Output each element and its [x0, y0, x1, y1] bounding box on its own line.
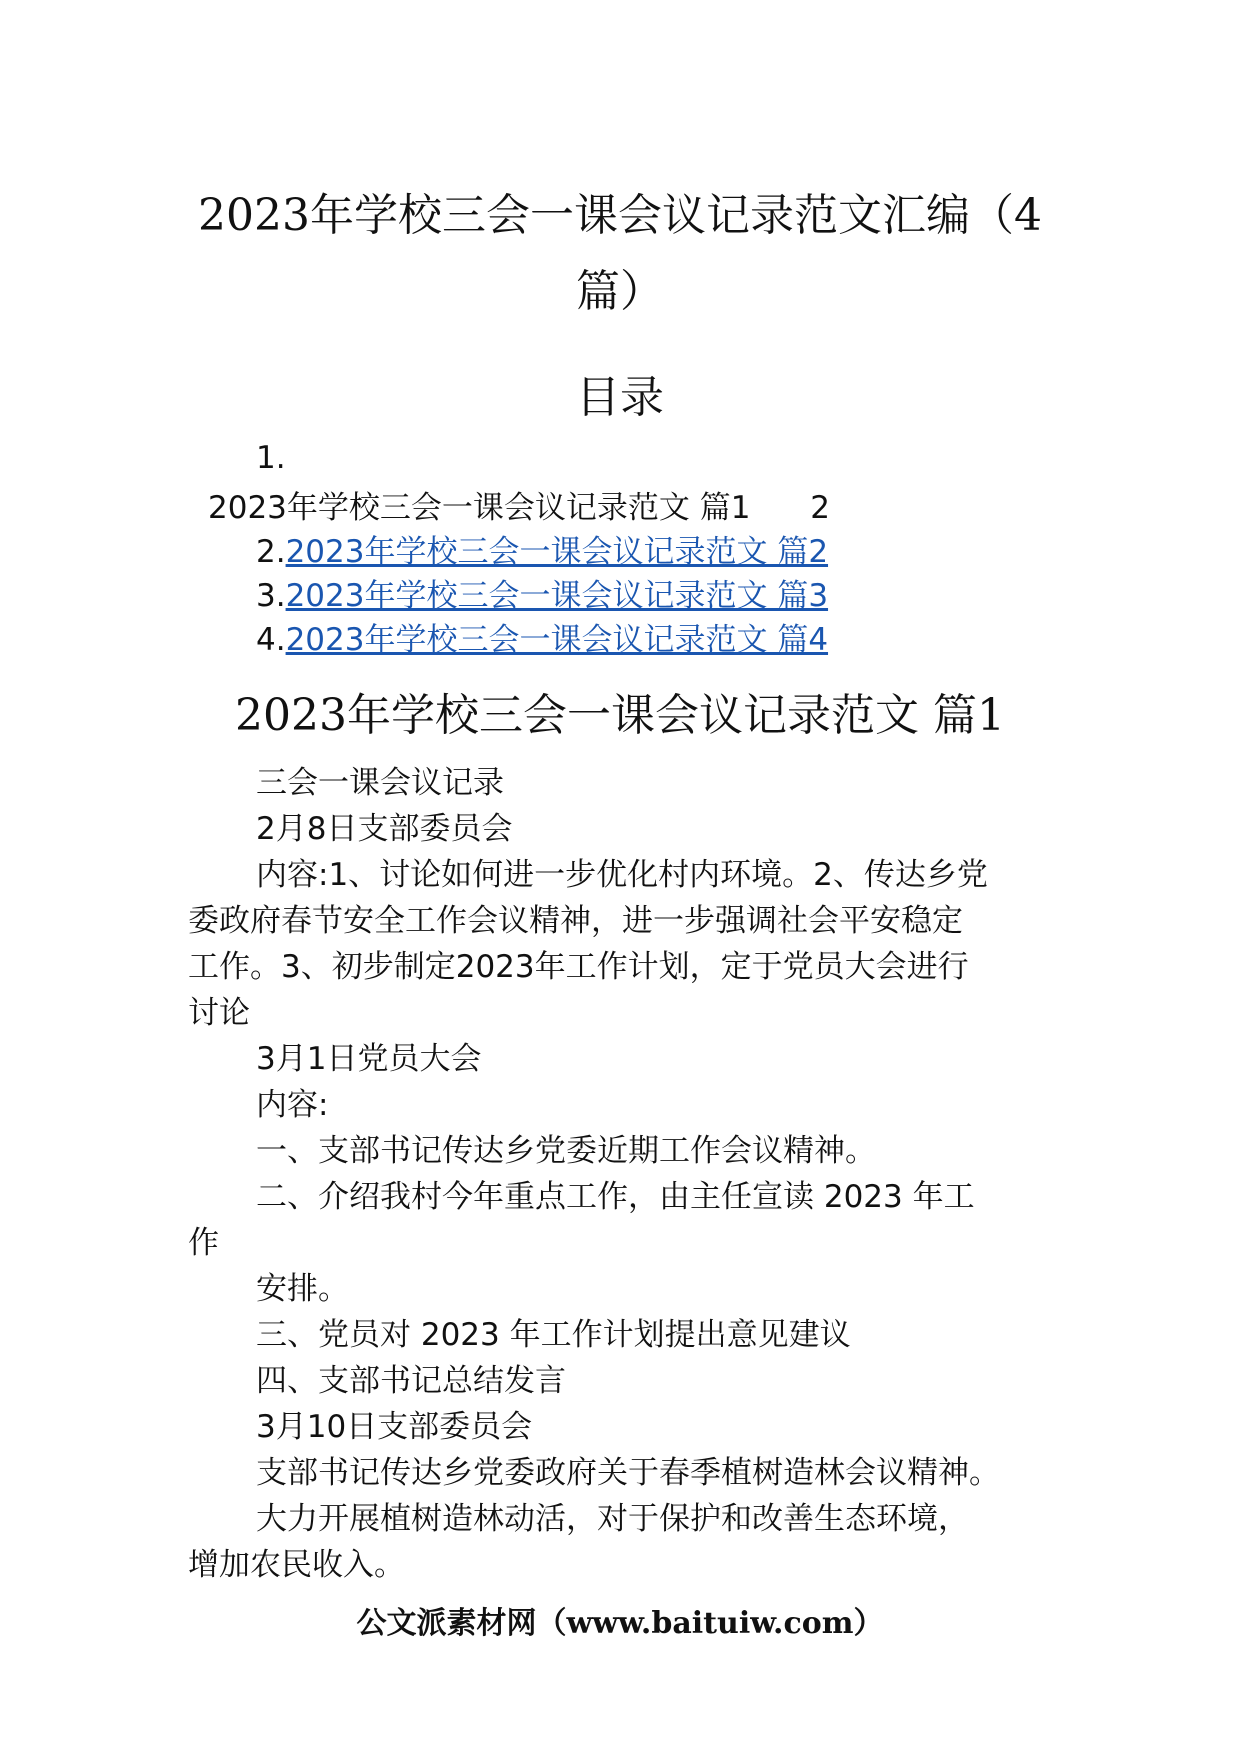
toc-item-2-number: 2.: [256, 534, 286, 570]
body-line-7: 3月1日党员大会: [256, 1041, 482, 1077]
body-line-3: 内容:1、讨论如何进一步优化村内环境。2、传达乡党: [256, 857, 988, 893]
body-line-11: 作: [188, 1225, 219, 1261]
section-title: 2023年学校三会一课会议记录范文 篇1: [235, 690, 1005, 741]
toc-item-4-number: 4.: [256, 622, 286, 658]
toc-item-1-number: 1.: [256, 440, 286, 476]
body-line-16: 支部书记传达乡党委政府关于春季植树造林会议精神。: [256, 1455, 1000, 1491]
body-line-18: 增加农民收入。: [188, 1547, 405, 1583]
toc-item-3[interactable]: [256, 570, 828, 615]
toc-item-1-page: 2: [810, 490, 830, 526]
body-line-12: 安排。: [256, 1271, 349, 1307]
title-line-1: 2023年学校三会一课会议记录范文汇编（4: [198, 190, 1042, 241]
toc-item-3-link[interactable]: 2023年学校三会一课会议记录范文 篇3: [285, 578, 829, 614]
toc-item-2[interactable]: [256, 526, 828, 571]
document-title: [180, 178, 1060, 330]
title-line-2: 篇）: [576, 266, 664, 317]
body-line-4: 委政府春节安全工作会议精神，进一步强调社会平安稳定: [188, 903, 963, 939]
toc-item-2-link[interactable]: 2023年学校三会一课会议记录范文 篇2: [285, 534, 829, 570]
body-line-13: 三、党员对 2023 年工作计划提出意见建议: [256, 1317, 851, 1353]
body-line-8: 内容:: [256, 1087, 329, 1123]
body-line-5: 工作。3、初步制定2023年工作计划，定于党员大会进行: [188, 949, 969, 985]
toc-item-4[interactable]: [256, 614, 828, 659]
toc-item-3-number: 3.: [256, 578, 286, 614]
toc-item-1[interactable]: [208, 482, 830, 527]
body-line-15: 3月10日支部委员会: [256, 1409, 533, 1445]
body-line-14: 四、支部书记总结发言: [256, 1363, 566, 1399]
body-line-6: 讨论: [188, 995, 250, 1031]
footer-watermark: 公文派素材网（www.baituiw.com）: [356, 1606, 884, 1641]
body-line-2: 2月8日支部委员会: [256, 811, 513, 847]
toc-heading: 目录: [576, 372, 664, 423]
body-line-10: 二、介绍我村今年重点工作，由主任宣读 2023 年工: [256, 1179, 975, 1215]
body-line-9: 一、支部书记传达乡党委近期工作会议精神。: [256, 1133, 876, 1169]
body-line-17: 大力开展植树造林动活，对于保护和改善生态环境，: [256, 1501, 969, 1537]
toc-item-4-link[interactable]: 2023年学校三会一课会议记录范文 篇4: [285, 622, 829, 658]
toc-item-1-text: 2023年学校三会一课会议记录范文 篇1: [208, 490, 751, 526]
body-line-1: 三会一课会议记录: [256, 765, 504, 801]
